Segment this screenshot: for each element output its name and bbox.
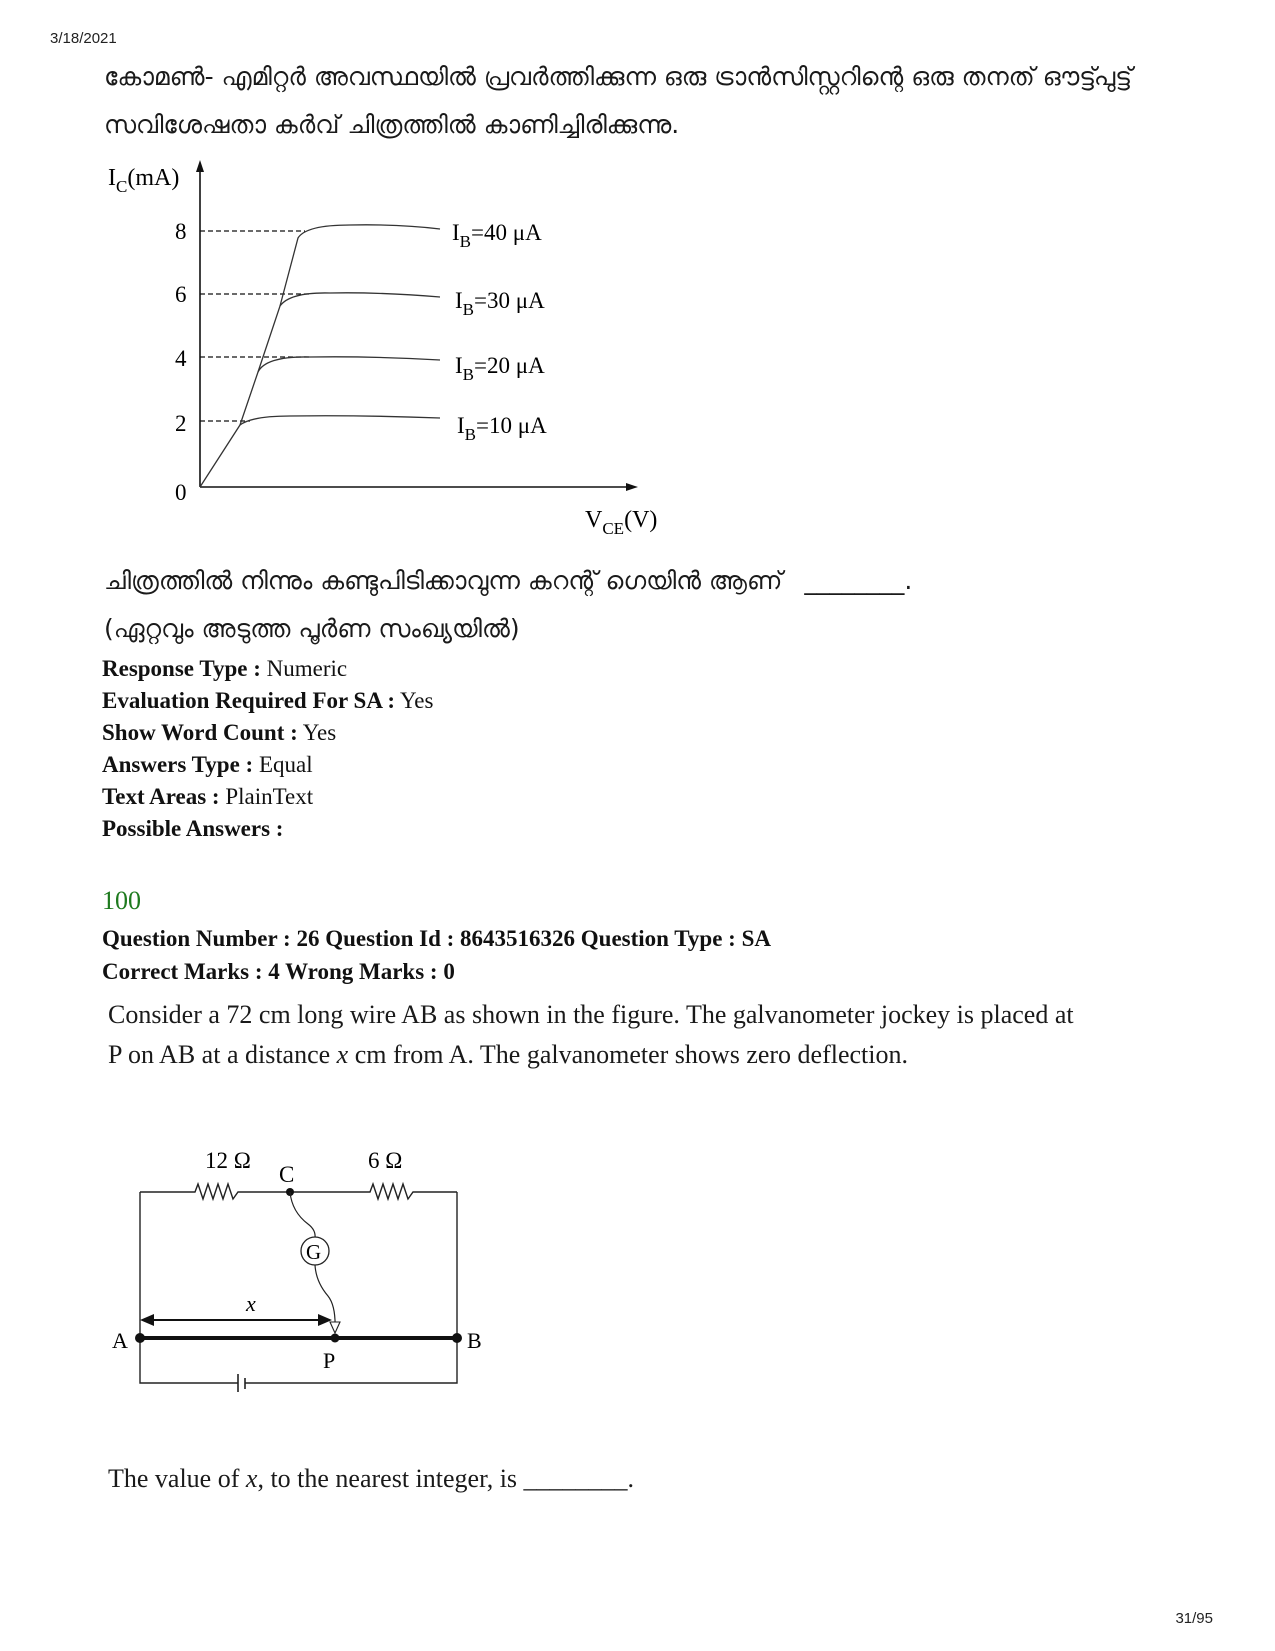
node-b-label: B [467,1328,482,1353]
jockey-arrow [330,1322,340,1333]
curve-ib-10 [200,416,440,487]
q25-prompt-text: ചിത്രത്തിൽ നിന്നും കണ്ടുപിടിക്കാവുന്ന കറന്റ് ഗെയിൻ ആണ് [104,566,783,595]
series-label-ib-30: $I_B=30$ μA [455,288,545,319]
x-dimension-arrow-right [318,1314,332,1326]
galvanometer-label: G [306,1240,322,1264]
node-b [452,1333,462,1343]
node-p [331,1334,340,1343]
q25-prompt [104,566,912,596]
q26-marks: Correct Marks : 4 Wrong Marks : 0 [102,959,455,984]
meta-show-word-count: Show Word Count : Yes [102,720,337,745]
series-label-ib-20: $I_B=20$ μA [455,353,545,384]
q26-text-line2: P on AB at a distance x cm from A. The galvanometer shows zero deflection. [108,1040,909,1069]
answer-blank: ________. [804,566,913,595]
node-p-label: P [323,1348,336,1373]
meta-answers-type: Answers Type : Equal [102,752,313,777]
circuit-diagram [100,1140,520,1410]
battery-loop-wire [140,1338,457,1383]
possible-answer-value: 100 [102,886,141,915]
node-a-label: A [112,1328,128,1353]
print-date: 3/18/2021 [50,30,117,47]
y-tick-4: 4 [175,346,187,371]
meta-evaluation-required: Evaluation Required For SA : Yes [102,688,434,713]
x-dimension-arrow-left [140,1314,154,1326]
node-a [135,1333,145,1343]
galvanometer-lead-top [290,1192,315,1238]
q25-text-line2: സവിശേഷതാ കർവ് ചിത്രത്തിൽ കാണിച്ചിരിക്കുന്നു. [104,110,680,139]
q26-final-question: The value of x, to the nearest integer, is ________. [108,1464,635,1493]
answer-blank: ________. [523,1464,635,1493]
y-axis-arrow [196,160,204,172]
x-axis-label: $V_{CE}(V)$ [585,507,658,538]
x-label: x [246,1291,256,1316]
resistor-12-label: 12 Ω [205,1148,251,1173]
curve-ib-30 [258,293,440,372]
meta-response-type: Response Type : Numeric [102,656,348,681]
y-axis-label: $I_C(mA)$ [108,165,180,196]
series-label-ib-40: $I_B=40$ μA [452,220,542,251]
q26-text-line1: Consider a 72 cm long wire AB as shown in the figure. The galvanometer jockey is placed at [108,1000,1074,1029]
y-tick-2: 2 [175,411,187,436]
y-tick-0: 0 [175,480,187,505]
curve-ib-20 [240,357,440,425]
q26-header: Question Number : 26 Question Id : 8643516326 Question Type : SA [102,926,771,951]
top-branch-wire [140,1184,457,1199]
q25-note: (ഏറ്റവും അടുത്ത പൂർണ സംഖ്യയിൽ) [104,614,520,643]
y-tick-6: 6 [175,282,187,307]
series-label-ib-10: $I_B=10$ μA [457,413,547,444]
y-tick-8: 8 [175,219,187,244]
node-c-label: C [279,1162,295,1187]
transistor-characteristic-chart [0,150,700,550]
q25-text-line1: കോമൺ- എമിറ്റർ അവസ്ഥയിൽ പ്രവർത്തിക്കുന്ന ഒരു ട്രാൻസിസ്റ്ററിന്റെ ഒരു തനത് ഔട്ട്പുട്ട് [104,62,1133,91]
resistor-6-label: 6 Ω [368,1148,403,1173]
page-number: 31/95 [1175,1610,1213,1627]
meta-possible-answers: Possible Answers : [102,816,284,841]
meta-text-areas: Text Areas : PlainText [102,784,314,809]
x-axis-arrow [626,483,638,491]
